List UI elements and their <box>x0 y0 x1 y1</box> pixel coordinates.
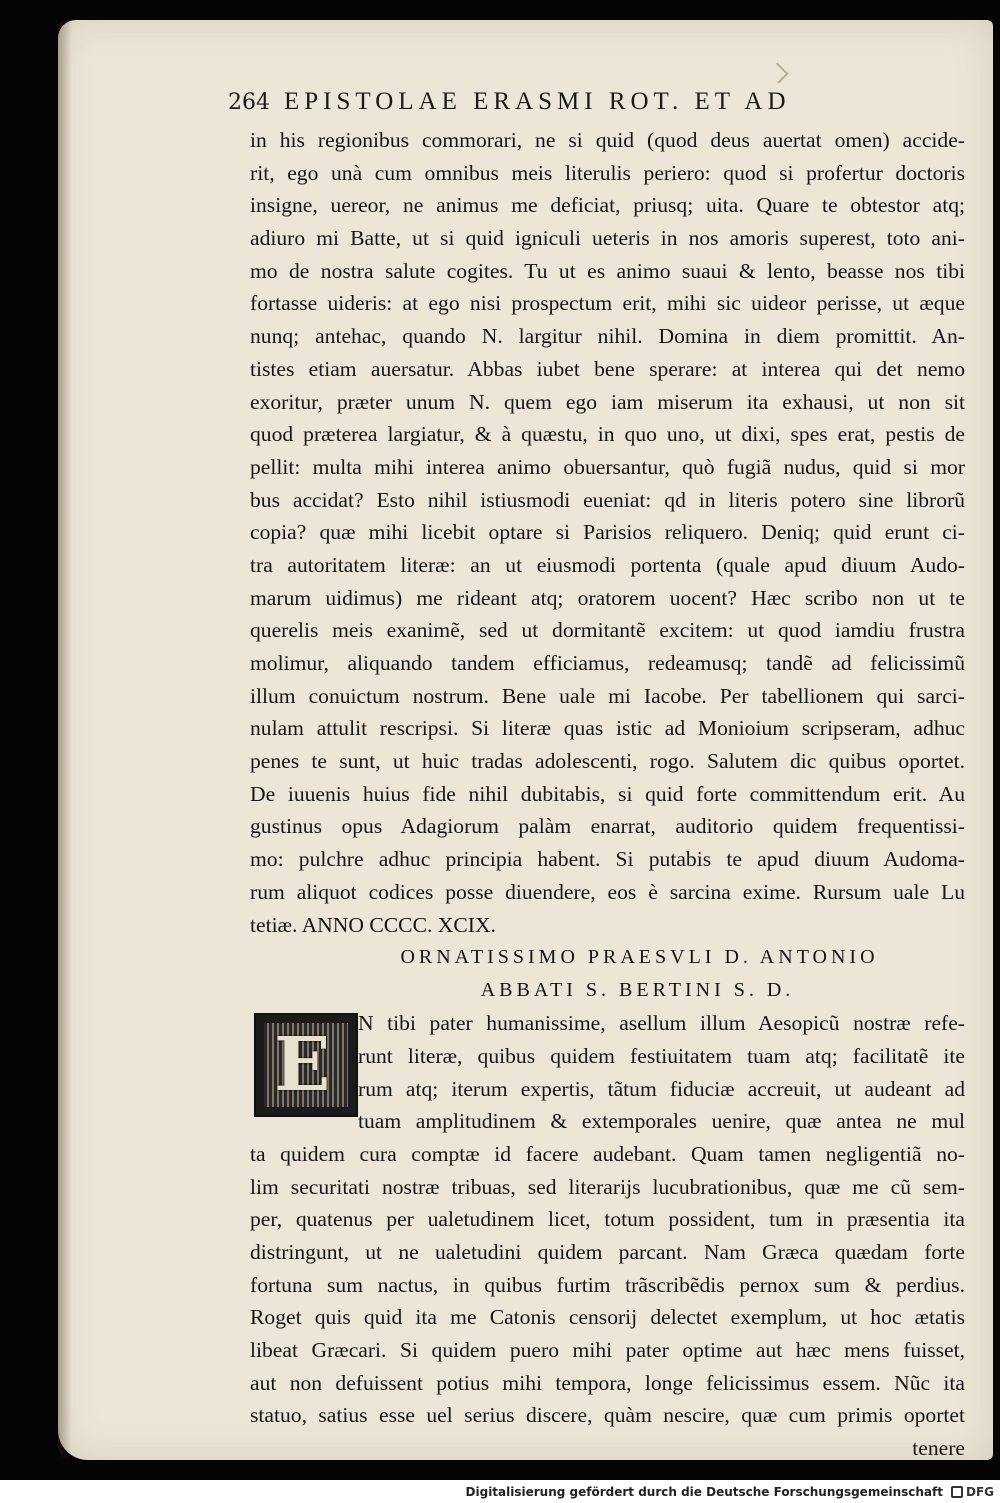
text-line: mo: pulchre adhuc principia habent. Si putabis te apud diuum Audoma- <box>250 847 965 872</box>
text-line: ta quidem cura comptæ id facere audebant. Quam tamen negligentiã no- <box>250 1141 965 1166</box>
text-line: penes te sunt, ut huic tradas adolescenti, rogo. Salutem dic quibus oportet. <box>250 749 965 774</box>
text-line: quod præterea largiatur, & à quæstu, in quo uno, ut dixi, spes erat, pestis de <box>250 422 965 447</box>
dfg-logo-text: DFG <box>965 1484 994 1499</box>
text-line: illum conuictum nostrum. Bene uale mi Iacobe. Per tabellionem qui sarci- <box>250 683 965 708</box>
letter-heading-line-2: ABBATI S. BERTINI S. D. <box>480 979 795 1002</box>
initial-wrap <box>250 1007 965 1138</box>
text-line: distringunt, ut ne ualetudini quidem parcant. Nam Græca quædam forte <box>250 1240 965 1264</box>
text-line: querelis meis exanimẽ, sed ut dormitantẽ excitem: ut quod iamdiu frustra <box>250 618 965 643</box>
text-line: gustinus opus Adagiorum palàm enarrat, auditorio quidem frequentissi- <box>250 814 965 839</box>
catchword: tenere <box>912 1436 965 1461</box>
text-line: tuam amplitudinem & extemporales uenire, quæ antea ne mul <box>358 1109 965 1134</box>
text-line: aut non defuissent potius mihi tempora, longe felicissimus essem. Nũc ita <box>250 1370 965 1395</box>
letter-heading-line-1: ORNATISSIMO PRAESVLI D. ANTONIO <box>400 946 879 969</box>
text-line: mo de nostra salute cogites. Tu ut es animo suaui & lento, beasse nos tibi <box>250 258 965 283</box>
initial-letter: E <box>274 1022 331 1109</box>
running-head <box>228 88 958 124</box>
text-line: runt literæ, quibus quidem festiuitatem tuam atq; facilitatẽ ite <box>358 1043 965 1068</box>
letter-one <box>250 124 965 941</box>
text-line: molimur, aliquando tandem efficiamus, redeamusq; tandẽ ad felicissimũ <box>250 651 965 675</box>
text-line: lim securitati nostræ tribuas, sed literarijs lucubrationibus, quæ me cũ sem- <box>250 1174 965 1199</box>
decorated-initial <box>254 1013 358 1117</box>
text-line: adiuro mi Batte, ut si quid igniculi ueteris in nos amoris superest, toto ani- <box>250 226 965 251</box>
text-line: exoritur, præter unum N. quem ego iam miserum ita exhausi, ut non sit <box>250 389 965 414</box>
text-line: nunq; antehac, quando N. largitur nihil. Domina in diem promittit. An- <box>250 324 965 349</box>
text-line: tra autoritatem literæ: an ut eiusmodi portenta (quale apud diuum Audo- <box>250 552 965 577</box>
text-line: N tibi pater humanissime, asellum illum Aesopicũ nostræ refe- <box>358 1011 965 1036</box>
dfg-logo <box>951 1485 994 1499</box>
text-line: marum uidimus) me rideant atq; oratorem uocent? Hæc scribo non ut te <box>250 585 965 610</box>
text-line: rum atq; iterum expertis, tãtum fiduciæ accreuit, ut audeant ad <box>358 1076 965 1101</box>
text-line: per, quatenus per ualetudinem licet, totum possident, tum in præsentia ita <box>250 1207 965 1232</box>
footer-bar <box>0 1480 1000 1503</box>
text-line: fortuna sum nactus, in quibus furtim trãscribẽdis pernox sum & perdius. <box>250 1272 965 1297</box>
text-line: De iuuenis huius fide nihil dubitabis, si quid forte committendum erit. Au <box>250 781 965 806</box>
text-line: nulam attulit rescripsi. Si literæ quas istic ad Monioium scripseram, adhuc <box>250 716 965 741</box>
text-line: insigne, uereor, ne animus me deficiat, priusq; uita. Quare te obtestor atq; <box>250 193 965 218</box>
text-line: in his regionibus commorari, ne si quid (quod deus auertat omen) accide- <box>250 128 965 152</box>
dfg-logo-icon <box>951 1486 963 1498</box>
text-line: tistes etiam auersatur. Abbas iubet bene sperare: at interea qui det nemo <box>250 356 965 381</box>
text-line: statuo, satius esse uel serius discere, quàm nescire, quæ cum primis oportet <box>250 1403 965 1428</box>
text-line: rit, ego unà cum omnibus meis literulis periero: quod si profertur doctoris <box>250 160 965 185</box>
page-number: 264 <box>228 90 270 115</box>
text-line: bus accidat? Esto nihil istiusmodi eueniat: qd in literis potero sine librorũ <box>250 487 965 512</box>
text-block <box>250 124 965 1465</box>
text-line: libeat Græcari. Si quidem puero mihi pater optime aut hæc mens fuisset, <box>250 1338 965 1363</box>
footer-credit: Digitalisierung gefördert durch die Deutsche Forschungsgemeinschaft <box>465 1484 943 1499</box>
text-line: Roget quis quid ita me Catonis censorij delectet exemplum, ut hoc ætatis <box>250 1305 965 1330</box>
text-line: pellit: multa mihi interea animo obuersantur, quò fugiã nudus, quid si mor <box>250 454 965 479</box>
running-title: EPISTOLAE ERASMI ROT. ET AD <box>284 88 791 115</box>
dateline: tetiæ. ANNO CCCC. XCIX. <box>250 912 496 937</box>
text-line: fortasse uideris: at ego nisi prospectum erit, mihi sic uideor perisse, ut æque <box>250 291 965 316</box>
letter-two <box>250 1007 965 1465</box>
text-line: rum aliquot codices posse diuendere, eos è sarcina exime. Rursum uale Lu <box>250 879 965 904</box>
page-gutter-shadow <box>58 20 72 1460</box>
text-line: copia? quæ mihi licebit optare si Parisios reliquero. Deniq; quid erunt ci- <box>250 520 965 545</box>
